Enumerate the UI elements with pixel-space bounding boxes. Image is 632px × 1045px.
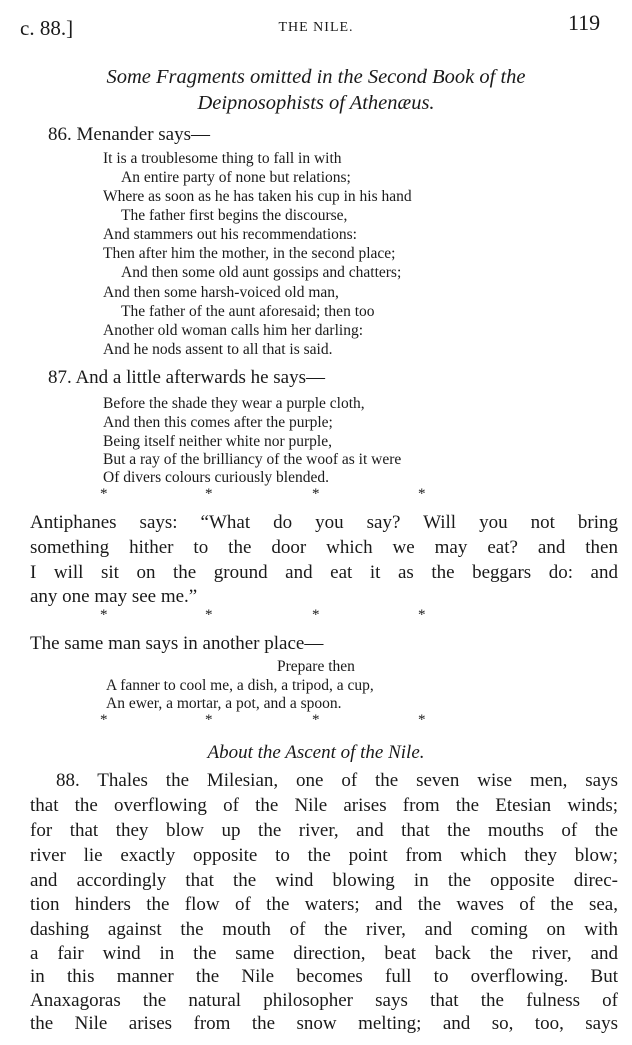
fragment-86-line: Where as soon as he has taken his cup in his hand [103,188,412,205]
antiphanes-line: something hither to the door which we may eat? and then [30,537,618,558]
paragraph-88-line: that the overflowing of the Nile arises from the Etesian winds; [30,795,618,816]
running-title: THE NILE. [278,20,354,35]
paragraph-88-line: 88. Thales the Milesian, one of the seven wise men, says [56,770,618,791]
separator-star: * [312,486,320,502]
paragraph-88-line: a fair wind in the same direction, beat back the river, and [30,943,618,964]
fragment-86-line: And stammers out his recommendations: [103,226,357,243]
separator-star: * [418,486,426,502]
fragment-86-heading: 86. Menander says— [48,124,210,145]
same-man-line: A fanner to cool me, a dish, a tripod, a cup, [106,677,374,694]
fragment-87-heading: 87. And a little afterwards he says— [48,367,326,388]
separator-star: * [100,607,108,623]
fragment-86-line: Then after him the mother, in the second place; [103,245,396,262]
paragraph-88-line: river lie exactly opposite to the point from which they blow; [30,845,618,866]
paragraph-88-line: and accordingly that the wind blowing in the opposite direc- [30,870,618,891]
fragment-86-line: And then some harsh-voiced old man, [103,284,339,301]
fragment-87-line: And then this comes after the purple; [103,414,333,431]
separator-star: * [205,712,213,728]
section-title-line-1: Some Fragments omitted in the Second Book of the [106,66,526,88]
antiphanes-line: any one may see me.” [30,586,198,607]
chapter-reference: c. 88.] [20,16,74,40]
separator-star: * [100,486,108,502]
fragment-86-line: It is a troublesome thing to fall in with [103,150,342,167]
antiphanes-line: Antiphanes says: “What do you say? Will you not bring [30,512,618,533]
paragraph-88-line: Anaxagoras the natural philosopher says that the fulness of [30,990,618,1011]
fragment-87-line: Before the shade they wear a purple cloth, [103,395,365,412]
separator-star: * [312,607,320,623]
separator-star: * [418,607,426,623]
section-title-line-2: Deipnosophists of Athenæus. [197,92,435,114]
separator-star: * [205,486,213,502]
fragment-86-line: And then some old aunt gossips and chatters; [121,264,402,281]
fragment-86-line: The father of the aunt aforesaid; then too [121,303,375,320]
same-man-line: An ewer, a mortar, a pot, and a spoon. [106,695,342,712]
paragraph-88-line: for that they blow up the river, and that the mouths of the [30,820,618,841]
separator-star: * [312,712,320,728]
paragraph-88-line: tion hinders the flow of the waters; and the waves of the sea, [30,894,618,915]
antiphanes-line: I will sit on the ground and eat it as the beggars do: and [30,562,618,583]
same-man-intro: The same man says in another place— [30,633,324,654]
page-number: 119 [568,10,601,35]
paragraph-88-line: the Nile arises from the snow melting; and so, too, says [30,1013,618,1034]
fragment-86-line: Another old woman calls him her darling: [103,322,363,339]
fragment-86-line: And he nods assent to all that is said. [103,341,333,358]
nile-section-title: About the Ascent of the Nile. [207,742,425,763]
same-man-line: Prepare then [277,658,355,675]
fragment-87-line: But a ray of the brilliancy of the woof as it were [103,451,402,468]
separator-star: * [205,607,213,623]
fragment-86-line: The father first begins the discourse, [121,207,348,224]
fragment-87-line: Of divers colours curiously blended. [103,469,329,486]
fragment-86-line: An entire party of none but relations; [121,169,351,186]
paragraph-88-line: dashing against the mouth of the river, and coming on with [30,919,618,940]
separator-star: * [418,712,426,728]
fragment-87-line: Being itself neither white nor purple, [103,433,332,450]
paragraph-88-line: in this manner the Nile becomes full to overflowing. But [30,966,618,987]
separator-star: * [100,712,108,728]
